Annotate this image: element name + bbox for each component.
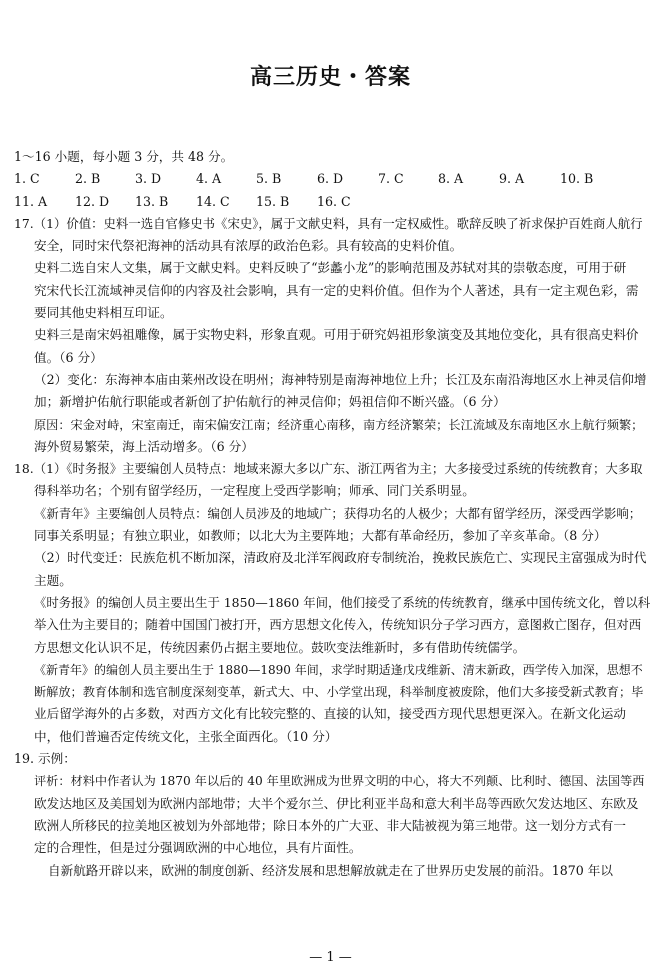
choice-answers-row-1: [14, 168, 650, 190]
text-line: 业后留学海外的占多数，对西方文化有比较完整的、直接的认知，接受西方现代思想更深入。在新文化运动: [34, 706, 626, 722]
text-line: 海外贸易繁荣，海上活动增多。（6 分）: [34, 438, 254, 454]
page-number: — 1 —: [309, 950, 352, 965]
answer-item: 4. A: [196, 171, 222, 187]
text-line: 中，他们普遍否定传统文化，主张全面西化。（10 分）: [34, 728, 338, 744]
text-line: 《时务报》的编创人员主要出生于 1850—1860 年间，他们接受了系统的传统教育，继承中国传统文化，曾以科: [34, 594, 651, 610]
text-line: 自新航路开辟以来，欧洲的制度创新、经济发展和思想解放就走在了世界历史发展的前沿。1870 年以: [48, 862, 613, 878]
text-line: 19. 示例：: [14, 751, 76, 767]
question-17: [14, 213, 650, 458]
text-line: 欧洲人所移民的拉美地区被划为外部地带；除日本外的广大亚、非大陆被视为第三地带。这一划分方式有一: [34, 817, 626, 833]
answer-item: 10. B: [560, 171, 594, 187]
text-line: 欧发达地区及美国划为欧洲内部地带；大半个爱尔兰、伊比利亚半岛和意大利半岛等西欧欠发达地区、东欧及: [34, 795, 639, 811]
answer-item: 16. C: [317, 193, 351, 209]
answer-item: 15. B: [256, 193, 290, 209]
choice-intro: 1～16 小题，每小题 3 分，共 48 分。: [14, 149, 234, 164]
answer-content: [14, 146, 650, 882]
text-line: 究宋代长江流域神灵信仰的内容及社会影响，具有一定的史料价值。但作为个人著述，具有一定主观色彩，需: [34, 282, 639, 298]
text-line: 同事关系明显；有独立职业，如教师；以北大为主要阵地；大都有革命经历，参加了辛亥革命。（8 分）: [34, 528, 607, 544]
text-line: 史料三是南宋妈祖雕像，属于实物史料，形象直观。可用于研究妈祖形象演变及其地位变化，具有很高史料价: [34, 327, 639, 343]
text-line: 评析：材料中作者认为 1870 年以后的 40 年里欧洲成为世界文明的中心，将大不列颠、比利时、德国、法国等西: [34, 774, 645, 789]
answer-item: 3. D: [135, 171, 162, 187]
text-line: 18.（1）《时务报》主要编创人员特点：地域来源大多以广东、浙江两省为主；大多接受过系统的传统教育；大多取: [14, 461, 643, 477]
answer-item: 7. C: [378, 171, 404, 187]
answer-item: 5. B: [256, 171, 282, 187]
page-title: 高三历史・答案: [249, 65, 411, 90]
answer-item: 6. D: [317, 171, 344, 187]
answer-item: 12. D: [75, 193, 110, 209]
answer-item: 8. A: [438, 171, 464, 187]
text-line: 《新青年》主要编创人员特点：编创人员涉及的地域广；获得功名的人极少；大都有留学经历，深受西学影响；: [34, 505, 642, 521]
question-19: [14, 748, 650, 882]
answer-item: 1. C: [14, 171, 40, 187]
answer-item: 9. A: [499, 171, 525, 187]
answer-item: 11. A: [14, 193, 48, 209]
text-line: 方思想文化认识不足，传统因素仍占据主要地位。鼓吹变法维新时，多有借助传统儒学。: [34, 639, 526, 655]
text-line: 《新青年》的编创人员主要出生于 1880—1890 年间，求学时期适逢戊戌维新、清末新政，西学传入加深，思想不: [34, 662, 643, 677]
choice-answers-row-2: [14, 191, 650, 213]
text-line: （2）变化：东海神本庙由莱州改设在明州；海神特别是南海神地位上升；长江及东南沿海地区水上神灵信仰增: [34, 371, 647, 387]
text-line: 要同其他史料相互印证。: [34, 305, 173, 321]
text-line: 断解放；教育体制和选官制度深刻变革，新式大、中、小学堂出现，科举制度被废除，他们大多接受新式教育；毕: [34, 685, 644, 700]
text-line: 原因：宋金对峙，宋室南迁，南宋偏安江南；经济重心南移，南方经济繁荣；长江流域及东南地区水上航行频繁；: [34, 417, 644, 432]
text-line: 主题。: [34, 572, 72, 588]
text-line: （2）时代变迁：民族危机不断加深，清政府及北洋军阀政府专制统治，挽救民族危亡、实现民主富强成为时代: [34, 550, 647, 566]
text-line: 史料二选自宋人文集，属于文献史料。史料反映了“彭蠡小龙”的影响范围及苏轼对其的崇敬态度，可用于研: [34, 260, 627, 276]
text-line: 定的合理性，但是过分强调欧洲的中心地位，具有片面性。: [34, 840, 362, 856]
text-line: 17.（1）价值：史料一选自官修史书《宋史》，属于文献史料，具有一定权威性。歌辞反映了祈求保护百姓商人航行: [14, 215, 643, 231]
text-line: 安全，同时宋代祭祀海神的活动具有浓厚的政治色彩。具有较高的史料价值。: [34, 238, 463, 254]
question-18: [14, 458, 650, 748]
text-line: 值。（6 分）: [34, 349, 103, 365]
answer-item: 13. B: [135, 193, 169, 209]
answer-item: 14. C: [196, 193, 230, 209]
text-line: 举入仕为主要目的；随着中国国门被打开，西方思想文化传入，传统知识分子学习西方，意图救亡图存，但对西: [34, 617, 642, 633]
answer-item: 2. B: [75, 171, 101, 187]
text-line: 得科举功名；个别有留学经历，一定程度上受西学影响；师承、同门关系明显。: [34, 483, 475, 499]
text-line: 加；新增护佑航行职能或者新创了护佑航行的神灵信仰；妈祖信仰不断兴盛。（6 分）: [34, 394, 506, 410]
